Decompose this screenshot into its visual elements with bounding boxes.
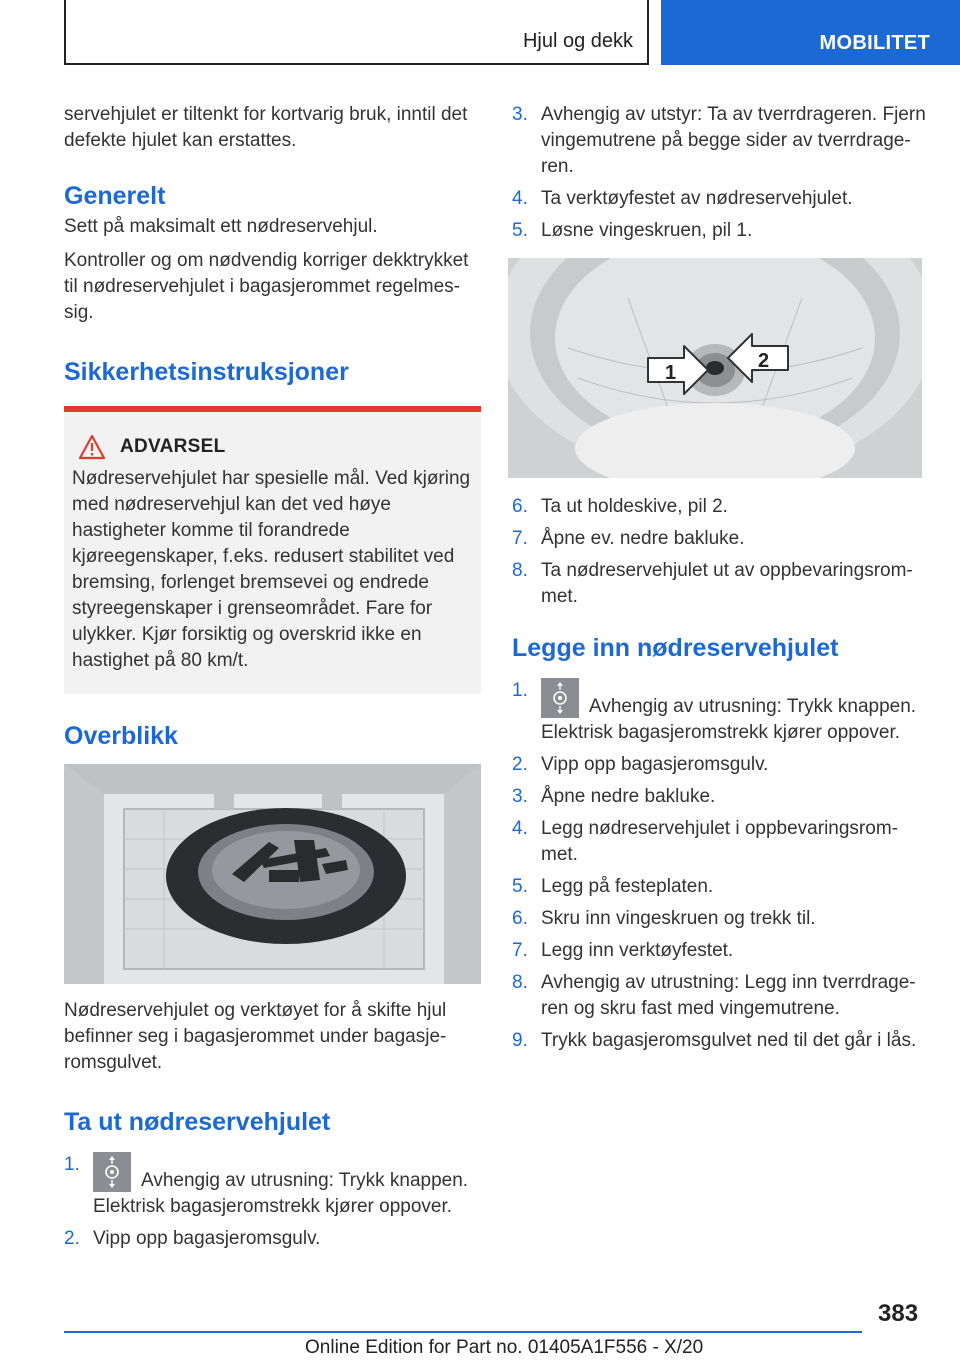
list-item: 2. Vipp opp bagasjeromsgulv.: [512, 754, 769, 775]
list-item: 7. Åpne ev. nedre bakluke.: [512, 528, 745, 549]
list-item: 3. Åpne nedre bakluke.: [512, 786, 716, 807]
heading-overview: Overblikk: [64, 722, 178, 750]
list-item: 4. Legg nødreservehjulet i oppbevaringsrommet.: [512, 818, 898, 865]
arrow-label-1: 1: [665, 362, 677, 384]
footer-divider: [64, 1331, 862, 1333]
left-column: [64, 102, 481, 1258]
heading-insert-spare: Legge inn nødreservehjulet: [512, 634, 839, 662]
heading-remove-spare: Ta ut nødreservehjulet: [64, 1108, 331, 1136]
warning-box: [64, 406, 481, 694]
header-section-tab: [661, 0, 960, 65]
overview-caption: Nødreservehjulet og verktøyet for å skifte hjul befinner seg i bagasjerommet under bagasjeromsgulvet.: [64, 1000, 447, 1073]
list-item: 1. Avhengig av utrusning: Trykk knappen. Elektrisk bagasjeromstrekk kjører oppover.: [64, 1154, 469, 1217]
arrow-label-2: 2: [758, 350, 770, 372]
list-item: 6. Ta ut holdeskive, pil 2.: [512, 496, 728, 517]
heading-safety: Sikkerhetsinstruksjoner: [64, 358, 349, 386]
list-item: 5. Løsne vingeskruen, pil 1.: [512, 220, 753, 241]
list-item: 3. Avhengig av utstyr: Ta av tverrdrageren. Fjern vingemutrene på begge sider av tverrdrageren.: [512, 104, 926, 177]
footer-edition-text: Online Edition for Part no. 01405A1F556 - X/20: [305, 1337, 704, 1358]
list-item: 5. Legg på festeplaten.: [512, 876, 714, 897]
list-item: 6. Skru inn vingeskruen og trekk til.: [512, 908, 816, 929]
list-item: 1. Avhengig av utrusning: Trykk knappen. Elektrisk bagasjeromstrekk kjører oppover.: [512, 680, 917, 743]
section-title: MOBILITET: [819, 32, 930, 54]
list-item: 8. Ta nødreservehjulet ut av oppbevaringsrommet.: [512, 560, 913, 607]
right-column: [512, 102, 926, 1060]
trunk-spare-wheel-figure: [64, 764, 481, 984]
list-item: 2. Vipp opp bagasjeromsgulv.: [64, 1228, 321, 1249]
list-item: 4. Ta verktøyfestet av nødreservehjulet.: [512, 188, 853, 209]
trunk-lift-button-icon: [93, 1152, 131, 1192]
list-item: 9. Trykk bagasjeromsgulvet ned til det går i lås.: [512, 1030, 917, 1051]
chapter-title: Hjul og dekk: [522, 30, 633, 52]
warning-text: Nødreservehjulet har spesielle mål. Ved kjøring med nødreservehjul kan det ved høye hastigheter komme til forandrede kjøreegenskaper, f.eks. redusert stabilitet ved bremsing, forlenget bremsevei og endrede styreegenskaper i grenseområdet. Fare for ulykker. Kjør forsiktig og overskrid ikke en hastighet på 80 km/t.: [72, 468, 471, 671]
warning-title: ADVARSEL: [120, 436, 226, 457]
trunk-lift-button-icon: [541, 678, 579, 718]
list-item: 7. Legg inn verktøyfestet.: [512, 940, 734, 961]
list-item: 8. Avhengig av utrustning: Legg inn tverrdrageren og skru fast med vingemutrene.: [512, 972, 916, 1019]
heading-general: Generelt: [64, 182, 166, 210]
intro-text: servehjulet er tiltenkt for kortvarig bruk, inntil det defekte hjulet kan erstattes.: [64, 104, 468, 151]
header-chapter-box: [64, 0, 649, 65]
general-paragraph-2: Kontroller og om nødvendig korriger dekktrykket til nødreservehjulet i bagasjerommet regelmessig.: [64, 250, 469, 323]
general-paragraph-1: Sett på maksimalt ett nødreservehjul.: [64, 216, 378, 237]
warning-triangle-icon: [78, 434, 106, 460]
page-number: 383: [878, 1300, 919, 1327]
wing-screw-figure: [508, 258, 922, 478]
